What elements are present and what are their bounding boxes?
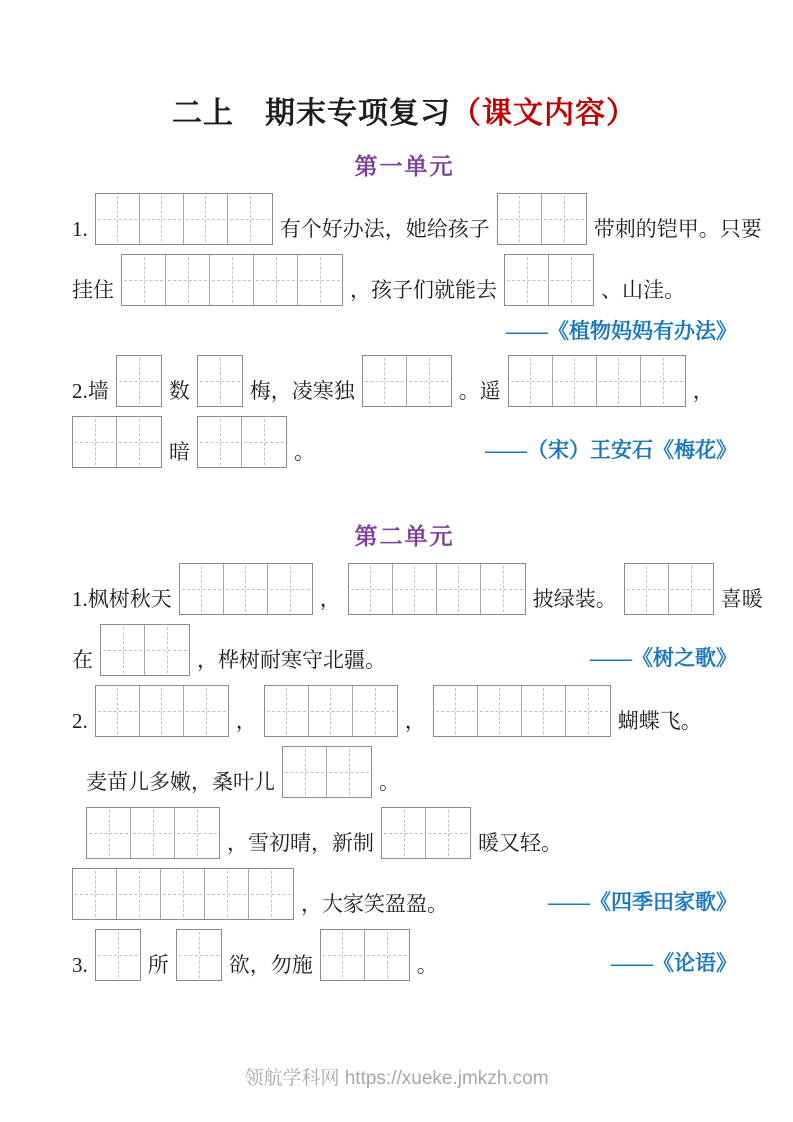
- answer-grid: [497, 193, 587, 245]
- grid-cell[interactable]: [184, 194, 228, 244]
- grid-cell[interactable]: [393, 564, 437, 614]
- grid-cell[interactable]: [268, 564, 312, 614]
- grid-cell[interactable]: [353, 686, 397, 736]
- grid-cell[interactable]: [365, 930, 409, 980]
- grid-cell[interactable]: [96, 194, 140, 244]
- worksheet-text: 。: [294, 439, 315, 464]
- answer-grid: [504, 254, 594, 306]
- worksheet-row: [72, 746, 737, 798]
- grid-cell[interactable]: [184, 686, 228, 736]
- row-content: [72, 929, 438, 981]
- answer-grid: [264, 685, 398, 737]
- grid-cell[interactable]: [426, 808, 470, 858]
- grid-cell[interactable]: [669, 564, 713, 614]
- grid-cell[interactable]: [309, 686, 353, 736]
- source-attribution: ——《植物妈妈有办法》: [506, 319, 737, 343]
- grid-cell[interactable]: [145, 625, 189, 675]
- item-label: 1.: [72, 216, 88, 241]
- worksheet-body: [72, 148, 763, 981]
- grid-cell[interactable]: [96, 686, 140, 736]
- answer-grid: [362, 355, 452, 407]
- source-attribution: ——《四季田家歌》: [548, 890, 737, 914]
- worksheet-text: 在: [72, 647, 93, 672]
- grid-cell[interactable]: [180, 564, 224, 614]
- grid-cell[interactable]: [73, 417, 117, 467]
- answer-grid: [624, 563, 714, 615]
- grid-cell[interactable]: [437, 564, 481, 614]
- answer-grid: [95, 193, 273, 245]
- answer-grid: [508, 355, 686, 407]
- grid-cell[interactable]: [566, 686, 610, 736]
- worksheet-row: [72, 929, 737, 981]
- grid-cell[interactable]: [505, 255, 549, 305]
- worksheet-text: 数: [168, 378, 190, 403]
- grid-cell[interactable]: [509, 356, 553, 406]
- worksheet-text: 暗: [169, 439, 190, 464]
- grid-cell[interactable]: [254, 255, 298, 305]
- grid-cell[interactable]: [117, 417, 161, 467]
- worksheet-text: 麦苗儿多嫩，桑叶儿: [86, 769, 275, 794]
- row-content: [72, 563, 763, 615]
- section-heading: 第一单元: [354, 154, 455, 179]
- grid-cell[interactable]: [122, 255, 166, 305]
- footer-watermark: 领航学科网 https://xueke.jmkzh.com: [244, 1068, 549, 1089]
- answer-grid: [282, 746, 372, 798]
- grid-cell[interactable]: [625, 564, 669, 614]
- worksheet-row: [72, 868, 737, 920]
- answer-grid: [433, 685, 611, 737]
- grid-cell[interactable]: [542, 194, 586, 244]
- worksheet-row: [72, 685, 737, 737]
- grid-cell[interactable]: [198, 417, 242, 467]
- worksheet-text: 梅，凌寒独: [249, 378, 355, 403]
- title-main: 二上 期末专项复习: [172, 97, 451, 130]
- grid-cell[interactable]: [198, 356, 242, 406]
- worksheet-row: [72, 254, 737, 306]
- grid-cell[interactable]: [478, 686, 522, 736]
- grid-cell[interactable]: [205, 869, 249, 919]
- answer-grid: [72, 868, 294, 920]
- grid-cell[interactable]: [265, 686, 309, 736]
- source-attribution: ——《树之歌》: [590, 646, 737, 670]
- answer-grid: [95, 685, 229, 737]
- grid-cell[interactable]: [117, 869, 161, 919]
- answer-grid: [320, 929, 410, 981]
- grid-cell[interactable]: [641, 356, 685, 406]
- grid-cell[interactable]: [161, 869, 205, 919]
- worksheet-text: 挂住: [72, 277, 114, 302]
- worksheet-row: [72, 624, 737, 676]
- worksheet-row: [72, 563, 763, 615]
- grid-cell[interactable]: [131, 808, 175, 858]
- worksheet-text: 所: [147, 952, 169, 977]
- worksheet-row: [72, 416, 737, 468]
- answer-grid: [72, 416, 162, 468]
- answer-grid: [381, 807, 471, 859]
- worksheet-text: 披绿装。: [532, 586, 617, 611]
- answer-grid: [86, 807, 220, 859]
- grid-cell[interactable]: [166, 255, 210, 305]
- worksheet-row: [72, 193, 762, 245]
- answer-grid: [197, 416, 287, 468]
- grid-cell[interactable]: [101, 625, 145, 675]
- grid-cell[interactable]: [249, 869, 293, 919]
- worksheet-text: 喜暖: [720, 586, 763, 611]
- worksheet-text: ，: [404, 708, 426, 733]
- grid-cell[interactable]: [283, 747, 327, 797]
- grid-cell[interactable]: [321, 930, 365, 980]
- grid-cell[interactable]: [228, 194, 272, 244]
- grid-cell[interactable]: [175, 808, 219, 858]
- row-content: [72, 193, 762, 245]
- grid-cell[interactable]: [481, 564, 525, 614]
- worksheet-text: 、山洼。: [601, 277, 685, 302]
- grid-cell[interactable]: [140, 194, 184, 244]
- row-content: [72, 254, 685, 306]
- title-highlight: （课文内容）: [451, 97, 637, 130]
- grid-cell[interactable]: [597, 356, 641, 406]
- answer-grid: [348, 563, 526, 615]
- grid-cell[interactable]: [327, 747, 371, 797]
- grid-cell[interactable]: [87, 808, 131, 858]
- row-content: [72, 624, 386, 676]
- answer-grid: [176, 929, 222, 981]
- worksheet-row: [72, 355, 737, 407]
- answer-grid: [197, 355, 243, 407]
- source-attribution: ——《论语》: [611, 951, 737, 975]
- grid-cell[interactable]: [140, 686, 184, 736]
- grid-cell[interactable]: [210, 255, 254, 305]
- worksheet-text: 蝴蝶飞。: [617, 708, 702, 733]
- worksheet-text: 。: [416, 952, 438, 977]
- answer-grid: [95, 929, 141, 981]
- row-content: [72, 685, 702, 737]
- grid-cell[interactable]: [96, 930, 140, 980]
- grid-cell[interactable]: [549, 255, 593, 305]
- grid-cell[interactable]: [522, 686, 566, 736]
- grid-cell[interactable]: [407, 356, 451, 406]
- grid-cell[interactable]: [224, 564, 268, 614]
- item-label: 2.墙: [72, 378, 109, 403]
- grid-cell[interactable]: [382, 808, 426, 858]
- worksheet-text: ，大家笑盈盈。: [301, 891, 448, 916]
- grid-cell[interactable]: [434, 686, 478, 736]
- worksheet-text: 。遥: [458, 378, 501, 403]
- grid-cell[interactable]: [73, 869, 117, 919]
- worksheet-text: ，: [692, 378, 714, 403]
- row-content: [72, 868, 448, 920]
- answer-grid: [116, 355, 162, 407]
- row-content: [72, 355, 714, 407]
- worksheet-row: [72, 315, 737, 349]
- worksheet-text: 。: [379, 769, 400, 794]
- worksheet-text: 欲，勿施: [228, 952, 313, 977]
- grid-cell[interactable]: [363, 356, 407, 406]
- section: [72, 148, 762, 468]
- worksheet-text: ，: [235, 708, 257, 733]
- answer-grid: [121, 254, 343, 306]
- worksheet-text: ，: [319, 586, 341, 611]
- item-label: 1.枫树秋天: [72, 586, 172, 611]
- grid-cell[interactable]: [242, 417, 286, 467]
- worksheet-text: ，雪初晴，新制: [227, 830, 374, 855]
- section: [72, 518, 763, 981]
- grid-cell[interactable]: [498, 194, 542, 244]
- item-label: 2.: [72, 708, 88, 733]
- answer-grid: [100, 624, 190, 676]
- worksheet-text: ，桦树耐寒守北疆。: [197, 647, 386, 672]
- grid-cell[interactable]: [298, 255, 342, 305]
- worksheet-text: 有个好办法，她给孩子: [279, 216, 490, 241]
- worksheet-text: 暖又轻。: [478, 830, 562, 855]
- grid-cell[interactable]: [553, 356, 597, 406]
- page-title: [72, 88, 737, 132]
- row-content: [86, 746, 400, 798]
- item-label: 3.: [72, 952, 88, 977]
- row-content: [72, 416, 315, 468]
- answer-grid: [179, 563, 313, 615]
- worksheet-text: ，孩子们就能去: [350, 277, 497, 302]
- row-content: [86, 807, 562, 859]
- grid-cell[interactable]: [349, 564, 393, 614]
- grid-cell[interactable]: [177, 930, 221, 980]
- worksheet-text: 带刺的铠甲。只要: [593, 216, 762, 241]
- worksheet-row: [72, 807, 737, 859]
- section-heading: 第二单元: [354, 524, 455, 549]
- source-attribution: ——（宋）王安石《梅花》: [485, 438, 737, 462]
- grid-cell[interactable]: [117, 356, 161, 406]
